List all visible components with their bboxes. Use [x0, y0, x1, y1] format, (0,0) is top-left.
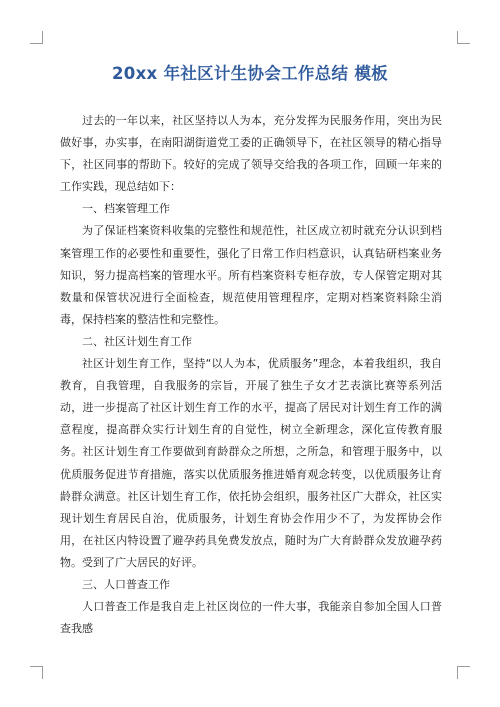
section-heading-census: 三、人口普查工作	[82, 577, 170, 591]
document-title: 20xx 年社区计生协会工作总结 模板	[112, 64, 388, 83]
crop-mark-top-left	[30, 31, 43, 44]
section-heading-archives: 一、档案管理工作	[82, 202, 170, 216]
section-paragraph-family-planning: 社区计划生育工作，坚持“以人为本，优质服务”理念，本着我组织，我自教育，自我管理，自我服务的宗旨，开展了独生子女才艺表演比赛等系列活动，进一步提高了社区计划生育工作的水平，提高了居民对计划生育工作的满意程度，提高群众实行计划生育的自觉性，树立全新理念，深化宣传教育服务。社区计划生育工作要做到育龄群众之所想，之所急，和管理于服务中，以优质服务促进节育措施，落实以优质服务推进婚育观念转变，以优质服务让育龄群众满意。社区计划生育工作，依托协会组织，服务社区广大群众，社区实现计划生育居民自治，优质服务，计划生育协会作用少不了，为发挥协会作用，在社区内特设置了避孕药具免费发放点，随时为广大育龄群众发放避孕药物。受到了广大居民的好评。	[60, 357, 442, 569]
crop-mark-bottom-left	[30, 666, 43, 679]
crop-mark-top-right	[457, 31, 470, 44]
section-paragraph-archives: 为了保证档案资料收集的完整性和规范性，社区成立初时就充分认识到档案管理工作的必要性和重要性，强化了日常工作归档意识，认真钻研档案业务知识，努力提高档案的管理水平。所有档案资料专柜存放，专人保管定期对其数量和保管状况进行全面检查，规范使用管理程序，定期对档案资料除尘消毒，保持档案的整洁性和完整性。	[60, 224, 442, 326]
section-paragraph-census: 人口普查工作是我自走上社区岗位的一件大事，我能亲自参加全国人口普查我感	[60, 600, 442, 636]
intro-paragraph: 过去的一年以来，社区坚持以人为本，充分发挥为民服务作用，突出为民做好事，办实事，在南阳湖街道党工委的正确领导下，在社区领导的精心指导下，社区同事的帮助下。较好的完成了领导交给我的各项工作，回顾一年来的工作实践，现总结如下：	[60, 114, 442, 194]
section-heading-family-planning: 二、社区计划生育工作	[82, 334, 192, 348]
document-body	[60, 110, 442, 640]
crop-mark-bottom-right	[457, 666, 470, 679]
